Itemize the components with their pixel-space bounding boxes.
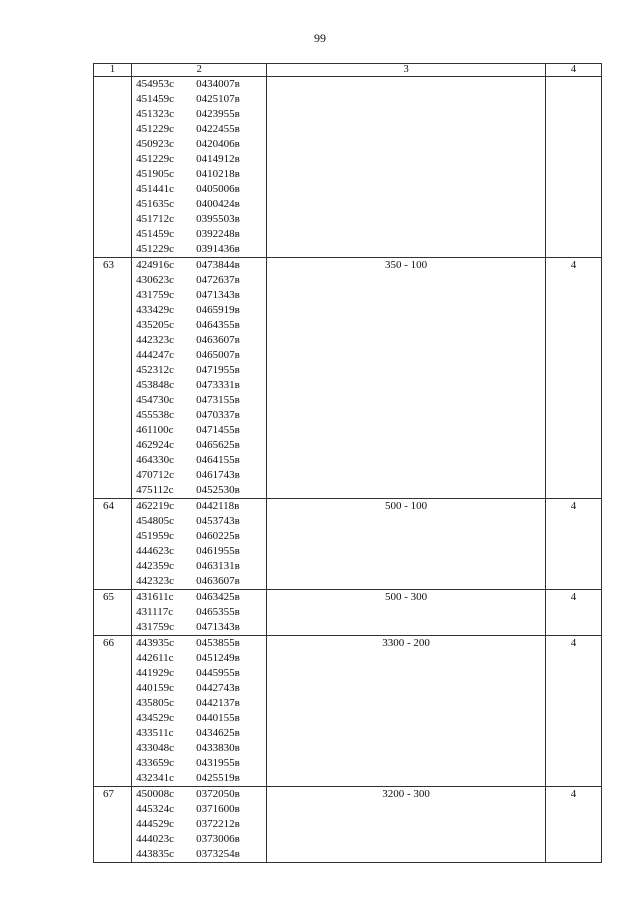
longitude-value: 0442137в [196,697,240,709]
coordinate-list [132,499,267,590]
longitude-value: 0473155в [196,394,240,406]
longitude-value: 0472637в [196,274,240,286]
altitude-range: 3300 - 200 [267,636,546,787]
row-number: 67 [94,787,132,863]
coordinate-pair [132,741,266,756]
coordinate-pair [132,771,266,786]
coordinate-pair [132,212,266,227]
table-row [94,590,602,636]
coordinate-list [132,258,267,499]
coordinate-pair [132,438,266,453]
longitude-value: 0400424в [196,198,240,210]
latitude-value: 455538с [136,409,174,421]
longitude-value: 0461955в [196,545,240,557]
longitude-value: 0371600в [196,803,240,815]
longitude-value: 0442118в [196,500,240,512]
page-number: 99 [314,31,326,45]
coordinate-pair [132,363,266,378]
coordinate-pair [132,559,266,574]
latitude-value: 444529с [136,818,174,830]
latitude-value: 450923с [136,138,174,150]
longitude-value: 0420406в [196,138,240,150]
longitude-value: 0463131в [196,560,240,572]
altitude-range: 500 - 100 [267,499,546,590]
coordinate-list [132,77,267,258]
coordinate-pair [132,107,266,122]
longitude-value: 0445955в [196,667,240,679]
column-4-value: 4 [545,258,601,499]
coordinate-pair [132,681,266,696]
coordinate-pair [132,514,266,529]
longitude-value: 0434625в [196,727,240,739]
latitude-value: 451229с [136,123,174,135]
latitude-value: 441929с [136,667,174,679]
latitude-value: 451459с [136,93,174,105]
coordinate-pair [132,348,266,363]
latitude-value: 444247с [136,349,174,361]
longitude-value: 0471343в [196,289,240,301]
latitude-value: 451459с [136,228,174,240]
longitude-value: 0465007в [196,349,240,361]
latitude-value: 454730с [136,394,174,406]
table-row [94,77,602,258]
longitude-value: 0460225в [196,530,240,542]
latitude-value: 443935с [136,637,174,649]
longitude-value: 0473331в [196,379,240,391]
latitude-value: 475112с [136,484,174,496]
coordinate-pair [132,453,266,468]
coordinate-pair [132,468,266,483]
longitude-value: 0414912в [196,153,240,165]
latitude-value: 464330с [136,454,174,466]
header-col-1: 1 [94,64,132,77]
coordinate-pair [132,832,266,847]
coordinate-pair [132,122,266,137]
latitude-value: 424916с [136,259,174,271]
altitude-range: 500 - 300 [267,590,546,636]
header-col-3: 3 [267,64,546,77]
coordinate-pair [132,167,266,182]
latitude-value: 442323с [136,334,174,346]
latitude-value: 451229с [136,153,174,165]
latitude-value: 431759с [136,621,174,633]
coordinate-pair [132,544,266,559]
longitude-value: 0442743в [196,682,240,694]
coordinate-pair [132,378,266,393]
longitude-value: 0422455в [196,123,240,135]
latitude-value: 433048с [136,742,174,754]
coordinate-pair [132,696,266,711]
coordinate-pair [132,288,266,303]
latitude-value: 444023с [136,833,174,845]
coordinate-pair [132,802,266,817]
coordinate-pair [132,636,266,651]
latitude-value: 445324с [136,803,174,815]
coordinate-pair [132,182,266,197]
latitude-value: 431117с [136,606,174,618]
coordinate-pair [132,847,266,862]
longitude-value: 0434007в [196,78,240,90]
longitude-value: 0473844в [196,259,240,271]
coordinate-pair [132,393,266,408]
header-col-2: 2 [132,64,267,77]
coordinate-pair [132,787,266,802]
coordinate-pair [132,605,266,620]
longitude-value: 0433830в [196,742,240,754]
latitude-value: 454805с [136,515,174,527]
longitude-value: 0465355в [196,606,240,618]
latitude-value: 450008с [136,788,174,800]
coordinate-pair [132,726,266,741]
coordinate-pair [132,590,266,605]
latitude-value: 442611с [136,652,174,664]
longitude-value: 0423955в [196,108,240,120]
longitude-value: 0372212в [196,818,240,830]
latitude-value: 432341с [136,772,174,784]
longitude-value: 0373254в [196,848,240,860]
coordinate-pair [132,408,266,423]
column-4-value: 4 [545,590,601,636]
coordinate-pair [132,574,266,589]
longitude-value: 0463425в [196,591,240,603]
latitude-value: 452312с [136,364,174,376]
coordinate-pair [132,483,266,498]
column-4-value [545,77,601,258]
longitude-value: 0463607в [196,575,240,587]
longitude-value: 0463607в [196,334,240,346]
coordinate-pair [132,77,266,92]
longitude-value: 0372050в [196,788,240,800]
altitude-range [267,77,546,258]
longitude-value: 0440155в [196,712,240,724]
latitude-value: 451905с [136,168,174,180]
column-4-value: 4 [545,787,601,863]
latitude-value: 451229с [136,243,174,255]
coordinate-pair [132,92,266,107]
row-number: 66 [94,636,132,787]
longitude-value: 0453743в [196,515,240,527]
latitude-value: 431759с [136,289,174,301]
coordinate-pair [132,137,266,152]
latitude-value: 461100с [136,424,174,436]
longitude-value: 0465919в [196,304,240,316]
column-4-value: 4 [545,636,601,787]
latitude-value: 430623с [136,274,174,286]
coordinate-list [132,590,267,636]
longitude-value: 0471455в [196,424,240,436]
latitude-value: 433511с [136,727,174,739]
longitude-value: 0464155в [196,454,240,466]
longitude-value: 0425519в [196,772,240,784]
coordinate-pair [132,227,266,242]
latitude-value: 451323с [136,108,174,120]
coordinates-table [93,63,602,863]
latitude-value: 433659с [136,757,174,769]
longitude-value: 0395503в [196,213,240,225]
header-col-4: 4 [545,64,601,77]
coordinate-pair [132,529,266,544]
coordinate-pair [132,333,266,348]
coordinate-pair [132,423,266,438]
table-row [94,787,602,863]
latitude-value: 442359с [136,560,174,572]
longitude-value: 0410218в [196,168,240,180]
longitude-value: 0391436в [196,243,240,255]
coordinate-pair [132,303,266,318]
latitude-value: 431611с [136,591,174,603]
coordinate-pair [132,152,266,167]
latitude-value: 433429с [136,304,174,316]
coordinate-pair [132,620,266,635]
latitude-value: 435205с [136,319,174,331]
latitude-value: 453848с [136,379,174,391]
longitude-value: 0464355в [196,319,240,331]
row-number: 64 [94,499,132,590]
longitude-value: 0471343в [196,621,240,633]
row-number: 65 [94,590,132,636]
longitude-value: 0392248в [196,228,240,240]
table-row [94,499,602,590]
coordinate-pair [132,756,266,771]
latitude-value: 454953с [136,78,174,90]
latitude-value: 440159с [136,682,174,694]
row-number [94,77,132,258]
latitude-value: 451959с [136,530,174,542]
latitude-value: 470712с [136,469,174,481]
latitude-value: 435805с [136,697,174,709]
altitude-range: 3200 - 300 [267,787,546,863]
latitude-value: 451712с [136,213,174,225]
latitude-value: 451635с [136,198,174,210]
latitude-value: 442323с [136,575,174,587]
coordinate-pair [132,651,266,666]
latitude-value: 451441с [136,183,174,195]
table-row [94,258,602,499]
longitude-value: 0470337в [196,409,240,421]
table-header-row [94,64,602,77]
coordinate-pair [132,499,266,514]
longitude-value: 0453855в [196,637,240,649]
table-row [94,636,602,787]
row-number: 63 [94,258,132,499]
longitude-value: 0471955в [196,364,240,376]
latitude-value: 462219с [136,500,174,512]
column-4-value: 4 [545,499,601,590]
latitude-value: 462924с [136,439,174,451]
coordinate-pair [132,258,266,273]
longitude-value: 0452530в [196,484,240,496]
longitude-value: 0373006в [196,833,240,845]
coordinate-list [132,787,267,863]
coordinate-pair [132,666,266,681]
coordinate-list [132,636,267,787]
latitude-value: 434529с [136,712,174,724]
longitude-value: 0465625в [196,439,240,451]
latitude-value: 444623с [136,545,174,557]
longitude-value: 0405006в [196,183,240,195]
longitude-value: 0431955в [196,757,240,769]
coordinate-pair [132,817,266,832]
coordinate-pair [132,197,266,212]
coordinate-pair [132,273,266,288]
latitude-value: 443835с [136,848,174,860]
coordinate-pair [132,318,266,333]
longitude-value: 0461743в [196,469,240,481]
coordinate-pair [132,242,266,257]
longitude-value: 0425107в [196,93,240,105]
coordinate-pair [132,711,266,726]
longitude-value: 0451249в [196,652,240,664]
altitude-range: 350 - 100 [267,258,546,499]
